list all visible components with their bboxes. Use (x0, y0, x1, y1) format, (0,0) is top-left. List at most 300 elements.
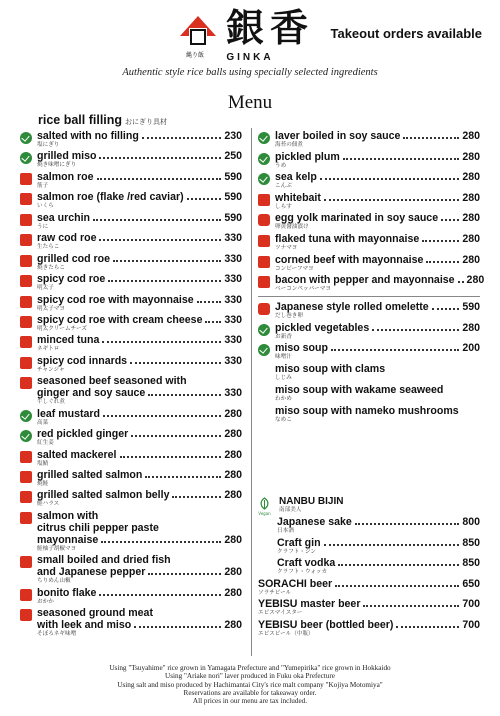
menu-item-body (37, 428, 242, 447)
menu-item-body (37, 273, 242, 292)
menu-item-price: 230 (224, 130, 242, 142)
dot-leader (145, 476, 221, 478)
menu-item-price: 330 (224, 387, 242, 400)
menu-item-name: salmon roe (37, 170, 94, 183)
menu-item-price: 330 (224, 313, 242, 326)
meat-icon (20, 609, 32, 621)
fish-icon (20, 512, 32, 524)
dot-leader (99, 239, 221, 241)
dot-leader (331, 349, 459, 351)
dot-leader (355, 523, 460, 525)
footer-line: Using "Tsuyahime" rice grown in Yamagata Prefecture and "Yumepirika" rice grown in Hokkaido (109, 664, 391, 672)
menu-item-body (37, 587, 242, 606)
drink-price: 700 (462, 618, 480, 631)
menu-item (258, 151, 480, 170)
vegetarian-check-icon (20, 410, 32, 422)
drink-name: Japanese sake (277, 516, 352, 528)
menu-item-row (37, 408, 242, 420)
vegan-label: Vegan (258, 511, 271, 516)
menu-item-body (37, 375, 242, 406)
menu-item-row (37, 387, 242, 399)
drink-jp: ソラチビール (258, 589, 292, 596)
menu-item-body (275, 301, 480, 320)
menu-item-price: 280 (462, 321, 480, 334)
menu-item-jp: 塩にぎり (37, 142, 60, 148)
menu-item-jp: 紅生姜 (37, 440, 54, 447)
menu-item (20, 489, 242, 508)
dot-leader (324, 544, 460, 546)
drink-row (258, 598, 480, 610)
menu-item-name: pickled plum (275, 150, 340, 163)
menu-item-price: 280 (462, 212, 480, 225)
menu-item-jp: おかか (37, 598, 54, 605)
menu-item-row (275, 274, 484, 286)
menu-item-row (37, 587, 242, 599)
menu-item-name: mayonnaise (37, 533, 99, 546)
menu-item-row (37, 469, 242, 481)
menu-item-body (37, 212, 242, 231)
menu-item-price: 280 (462, 253, 480, 266)
nanbu-title: NANBU BIJIN (279, 496, 344, 507)
menu-title: Menu (227, 92, 273, 113)
dot-leader (422, 240, 459, 242)
drink-item (258, 537, 480, 556)
vegetarian-check-icon (258, 132, 270, 144)
fish-icon (20, 451, 32, 463)
dot-leader (396, 626, 459, 628)
menu-item-row (275, 171, 480, 183)
dot-leader (432, 308, 460, 310)
menu-item-row (37, 273, 242, 285)
miso-option-jp: なめこ (275, 416, 292, 423)
dot-leader (102, 341, 221, 343)
menu-item-name: and Japanese pepper (37, 566, 146, 579)
menu-item-body (275, 130, 480, 149)
drink-name: Craft vodka (277, 557, 336, 569)
menu-item-row (37, 294, 242, 306)
menu-item-row (37, 314, 242, 326)
menu-item (258, 322, 480, 341)
menu-item-body (275, 254, 480, 273)
menu-item-price: 330 (224, 252, 242, 265)
dot-leader (426, 261, 459, 263)
miso-soup-option (258, 405, 480, 424)
column-divider (251, 128, 252, 656)
menu-item-name: raw cod roe (37, 232, 97, 245)
beef-icon (258, 256, 270, 268)
dot-leader (197, 301, 222, 303)
menu-item (20, 273, 242, 292)
footer-line: Reservations are available for takeaway order. (183, 688, 317, 697)
menu-item (20, 212, 242, 231)
menu-item (258, 192, 480, 211)
menu-item-row (275, 212, 480, 224)
fish-icon (258, 235, 270, 247)
menu-item-name: grilled salted salmon belly (37, 489, 170, 502)
menu-item-name: laver boiled in soy sauce (275, 130, 401, 142)
menu-item-jp: 卵黄醤油漬け (275, 224, 309, 231)
menu-item-row (37, 150, 242, 162)
dot-leader (205, 321, 221, 323)
drink-row (258, 578, 480, 590)
menu-item-body (275, 171, 480, 190)
menu-item (20, 408, 242, 427)
menu-item-jp: 焼きたらこ (37, 264, 65, 271)
drink-price: 650 (462, 577, 480, 590)
menu-item-jp: だし巻き卵 (275, 313, 303, 320)
drink-item (258, 619, 480, 638)
menu-item-price: 590 (462, 301, 480, 314)
fish-icon (20, 193, 32, 205)
menu-item (20, 607, 242, 638)
menu-item-body (275, 212, 480, 231)
tagline: Authentic style rice balls using specially selected ingredients (122, 67, 378, 78)
menu-item-body (37, 232, 242, 251)
menu-item-price: 330 (224, 354, 242, 367)
menu-item-row (37, 191, 242, 203)
menu-item-body (37, 130, 242, 149)
menu-item-jp: 焼鮭 (37, 481, 49, 487)
drink-item (258, 598, 480, 617)
menu-item-row (275, 233, 480, 245)
drink-price: 850 (462, 536, 480, 549)
menu-item-price: 280 (462, 171, 480, 184)
menu-item-body (275, 192, 480, 211)
menu-item-name-line: salmon with (37, 509, 99, 522)
fish-icon (20, 173, 32, 185)
menu-item-row (275, 130, 480, 142)
menu-item (20, 449, 242, 468)
menu-item-price: 330 (224, 293, 242, 306)
dot-leader (148, 394, 221, 396)
menu-item (20, 469, 242, 488)
fish-icon (20, 214, 32, 226)
header (0, 0, 500, 90)
miso-option-name: miso soup with wakame seaweed (275, 383, 444, 396)
dot-leader (108, 280, 221, 282)
menu-item (20, 375, 242, 406)
menu-item-body (37, 408, 242, 427)
menu-item (20, 232, 242, 251)
menu-item-price: 280 (462, 130, 480, 142)
menu-item-name: grilled cod roe (37, 252, 110, 265)
menu-item-name: with leek and miso (37, 619, 132, 632)
menu-item-jp: ちりめん山椒 (37, 578, 71, 585)
menu-item-row (275, 301, 480, 313)
menu-item-row (275, 192, 480, 204)
menu-item-body (37, 489, 242, 508)
menu-item (20, 314, 242, 333)
menu-item-name-line: small boiled and dried fish (37, 554, 171, 567)
fish-icon (20, 336, 32, 348)
dot-leader (142, 137, 221, 139)
footer-notes (0, 664, 500, 705)
vegetarian-check-icon (258, 173, 270, 185)
menu-item-jp: 明太クリームチーズ (37, 325, 87, 332)
miso-soup-option (258, 363, 480, 382)
drink-name: SORACHI beer (258, 577, 333, 590)
menu-item-body (37, 469, 242, 488)
drink-item (258, 557, 480, 576)
dot-leader (372, 329, 459, 331)
takeout-notice: Takeout orders available (330, 26, 482, 41)
menu-item-name: leaf mustard (37, 407, 100, 420)
menu-item-name: sea kelp (275, 171, 317, 184)
menu-item-jp: 海苔の佃煮 (275, 142, 303, 148)
fish-icon (258, 194, 270, 206)
drink-item (258, 516, 480, 535)
drink-price: 700 (462, 598, 480, 610)
menu-item-price: 590 (224, 191, 242, 204)
dot-leader (99, 157, 221, 159)
menu-item-price: 280 (224, 469, 242, 481)
menu-item-body (37, 150, 242, 169)
vegetarian-check-icon (258, 324, 270, 336)
menu-item (258, 274, 485, 293)
menu-item-body (37, 554, 242, 585)
fish-icon (20, 255, 32, 267)
menu-item-jp: 鮭柚子胡椒マヨ (37, 545, 77, 552)
menu-item (20, 334, 242, 353)
menu-item-jp: 明太子マヨ (37, 305, 65, 312)
miso-option-name: miso soup with clams (275, 362, 386, 375)
menu-item-name: spicy cod roe with mayonnaise (37, 293, 194, 306)
menu-item-name: grilled miso (37, 150, 97, 163)
menu-item-jp: 牛しぐれ煮 (37, 399, 65, 406)
dot-leader (130, 362, 221, 364)
menu-item-row (275, 322, 480, 334)
menu-item-row (37, 334, 242, 346)
fish-icon (20, 589, 32, 601)
menu-item (20, 191, 242, 210)
section-title-jp: おにぎり具材 (125, 118, 168, 126)
miso-soup-options (258, 363, 480, 424)
menu-item-jp: お新香 (275, 333, 292, 340)
menu-item-row (37, 232, 242, 244)
menu-item-price: 280 (462, 191, 480, 204)
menu-item-row (37, 449, 242, 461)
section-title-text: rice ball filling (38, 113, 123, 127)
menu-item-row (37, 130, 242, 142)
menu-item-price: 330 (224, 273, 242, 286)
menu-item-jp: うめ (275, 162, 287, 169)
dot-leader (187, 198, 222, 200)
menu-item-row (37, 212, 242, 224)
menu-item-body (37, 294, 242, 313)
menu-item-row (37, 534, 242, 546)
drink-row (277, 537, 480, 549)
menu-item-body (37, 191, 242, 210)
drink-jp: クラフト・ウォッカ (277, 569, 328, 575)
menu-item-body (37, 607, 242, 638)
fish-icon (20, 296, 32, 308)
drink-name: YEBISU master beer (258, 598, 361, 610)
menu-item-jp: 明太子 (37, 285, 54, 292)
menu-item-body (275, 322, 480, 341)
dot-leader (113, 260, 221, 262)
menu-item-name: minced tuna (37, 334, 100, 347)
menu-item-name: corned beef with mayonnaise (275, 253, 424, 266)
menu-item-name: pickled vegetables (275, 321, 370, 334)
menu-item-body (37, 171, 242, 190)
dot-leader (97, 178, 222, 180)
menu-item-price: 280 (224, 489, 242, 502)
menu-item (20, 130, 242, 149)
menu-item-row (275, 254, 480, 266)
menu-item-row (37, 566, 242, 578)
menu-item (20, 171, 242, 190)
dot-leader (101, 541, 221, 543)
vegetarian-check-icon (258, 153, 270, 165)
menu-item-name: bonito flake (37, 586, 97, 599)
egg-icon (258, 303, 270, 315)
dot-leader (134, 626, 221, 628)
menu-item-body (37, 314, 242, 333)
vegetarian-check-icon (20, 430, 32, 442)
drink-price: 800 (462, 516, 480, 528)
menu-item-jp: うに (37, 223, 49, 230)
dot-leader (103, 415, 221, 417)
menu-item-jp: コンビーフマヨ (275, 265, 314, 272)
vegetarian-check-icon (20, 132, 32, 144)
egg-icon (258, 214, 270, 226)
drink-row (277, 557, 480, 569)
pork-icon (258, 276, 270, 288)
miso-soup-option (258, 384, 480, 403)
menu-item-row (37, 428, 242, 440)
menu-item-price: 200 (462, 342, 480, 355)
dot-leader (320, 178, 459, 180)
drink-name: YEBISU beer (bottled beer) (258, 618, 394, 631)
miso-option-jp: わかめ (275, 395, 292, 402)
brand-name: GINKA (226, 52, 274, 63)
fish-icon (20, 357, 32, 369)
menu-item-price: 250 (224, 150, 242, 163)
menu-item-jp: 塩鯖 (37, 460, 49, 467)
menu-item (258, 301, 480, 320)
menu-item-name: salted with no filling (37, 130, 139, 142)
drink-jp: エビスマイスター (258, 610, 303, 616)
menu-item-jp: いくら (37, 203, 54, 210)
menu-item-name: miso soup (275, 342, 328, 355)
menu-item-name: salmon roe (flake /red caviar) (37, 191, 184, 204)
fish-icon (20, 556, 32, 568)
menu-item-jp: こんぶ (275, 183, 292, 190)
drink-jp: エビスビール（中瓶） (258, 630, 314, 637)
menu-item-price: 280 (466, 274, 485, 287)
drink-jp: 日本酒 (277, 528, 294, 534)
menu-item-row (37, 619, 242, 631)
drink-price: 850 (462, 557, 480, 569)
menu-item-jp: ツナマヨ (275, 244, 298, 251)
menu-item-name-line: seasoned ground meat (37, 607, 153, 620)
menu-item (258, 171, 480, 190)
drink-row (277, 516, 480, 528)
menu-item-jp: ベーコンペッパーマヨ (275, 286, 331, 293)
dot-leader (99, 594, 221, 596)
menu-item-name-line: seasoned beef seasoned with (37, 375, 187, 388)
drink-row (258, 619, 480, 631)
menu-item-row (37, 171, 242, 183)
menu-item-body (37, 253, 242, 272)
menu-item-row (275, 342, 480, 354)
menu-item (20, 428, 242, 447)
menu-item (20, 510, 242, 553)
footer-line: Using "Ariake nori" laver produced in Fuku oka Prefecture (165, 672, 335, 681)
dot-leader (172, 496, 221, 498)
menu-item-jp: 高菜 (37, 419, 49, 426)
nanbu-bijin-heading (279, 496, 343, 514)
vegan-icon (258, 497, 271, 516)
dot-leader (93, 219, 221, 221)
fish-icon (20, 316, 32, 328)
dot-leader (441, 219, 459, 221)
menu-item-row (37, 355, 242, 367)
menu-item-jp: 生たらこ (37, 244, 60, 251)
dot-leader (335, 585, 459, 587)
dot-leader (343, 158, 460, 160)
dot-leader (458, 281, 464, 283)
vegetarian-check-icon (20, 152, 32, 164)
menu-item-name: sea urchin (37, 211, 90, 224)
menu-item (258, 130, 480, 149)
right-items-group (258, 130, 485, 293)
menu-item-name: flaked tuna with mayonnaise (275, 232, 420, 245)
drink-name: Craft gin (277, 536, 321, 549)
menu-item-name: salted mackerel (37, 448, 117, 461)
left-menu-column (20, 130, 242, 640)
menu-item-body (37, 449, 242, 468)
dot-leader (148, 573, 221, 575)
menu-item-jp: 焼き味噌にぎり (37, 162, 77, 169)
dot-leader (120, 456, 222, 458)
menu-item-name-line: citrus chili pepper paste (37, 521, 159, 534)
menu-item-name: spicy cod roe with cream cheese (37, 313, 203, 326)
menu-item-body (275, 342, 480, 361)
menu-item-jp: 鮭ハラス (37, 501, 60, 508)
menu-item (20, 355, 242, 374)
menu-item-body (275, 274, 484, 293)
menu-item-price: 280 (462, 232, 480, 245)
drink-item (258, 578, 480, 597)
miso-option-name: miso soup with nameko mushrooms (275, 404, 459, 417)
logo-sub: 縄り飯 (186, 52, 205, 59)
menu-item-body (37, 510, 242, 553)
dot-leader (338, 564, 459, 566)
footer-line: All prices in our menu are tax included. (192, 697, 308, 706)
menu-item-row (37, 489, 242, 501)
menu-item-price: 330 (224, 232, 242, 245)
menu-item-name: red pickled ginger (37, 428, 129, 441)
nanbu-title-jp: 南部美人 (279, 507, 302, 513)
dot-leader (363, 605, 459, 607)
menu-item (20, 587, 242, 606)
menu-item-name: Japanese style rolled omelette (275, 301, 429, 314)
menu-item-price: 590 (224, 211, 242, 224)
section-title (38, 113, 167, 127)
vegetarian-check-icon (258, 344, 270, 356)
fish-icon (20, 491, 32, 503)
fish-icon (20, 471, 32, 483)
menu-item-name: spicy cod innards (37, 354, 128, 367)
logo-kanji: 銀香 (226, 5, 315, 50)
menu-item-jp: 筋子 (37, 182, 49, 189)
menu-item-jp: しらす (275, 203, 292, 210)
drinks-list (258, 516, 480, 639)
menu-item (258, 212, 480, 231)
menu-item-price: 280 (224, 586, 242, 599)
menu-item-price: 280 (462, 150, 480, 163)
